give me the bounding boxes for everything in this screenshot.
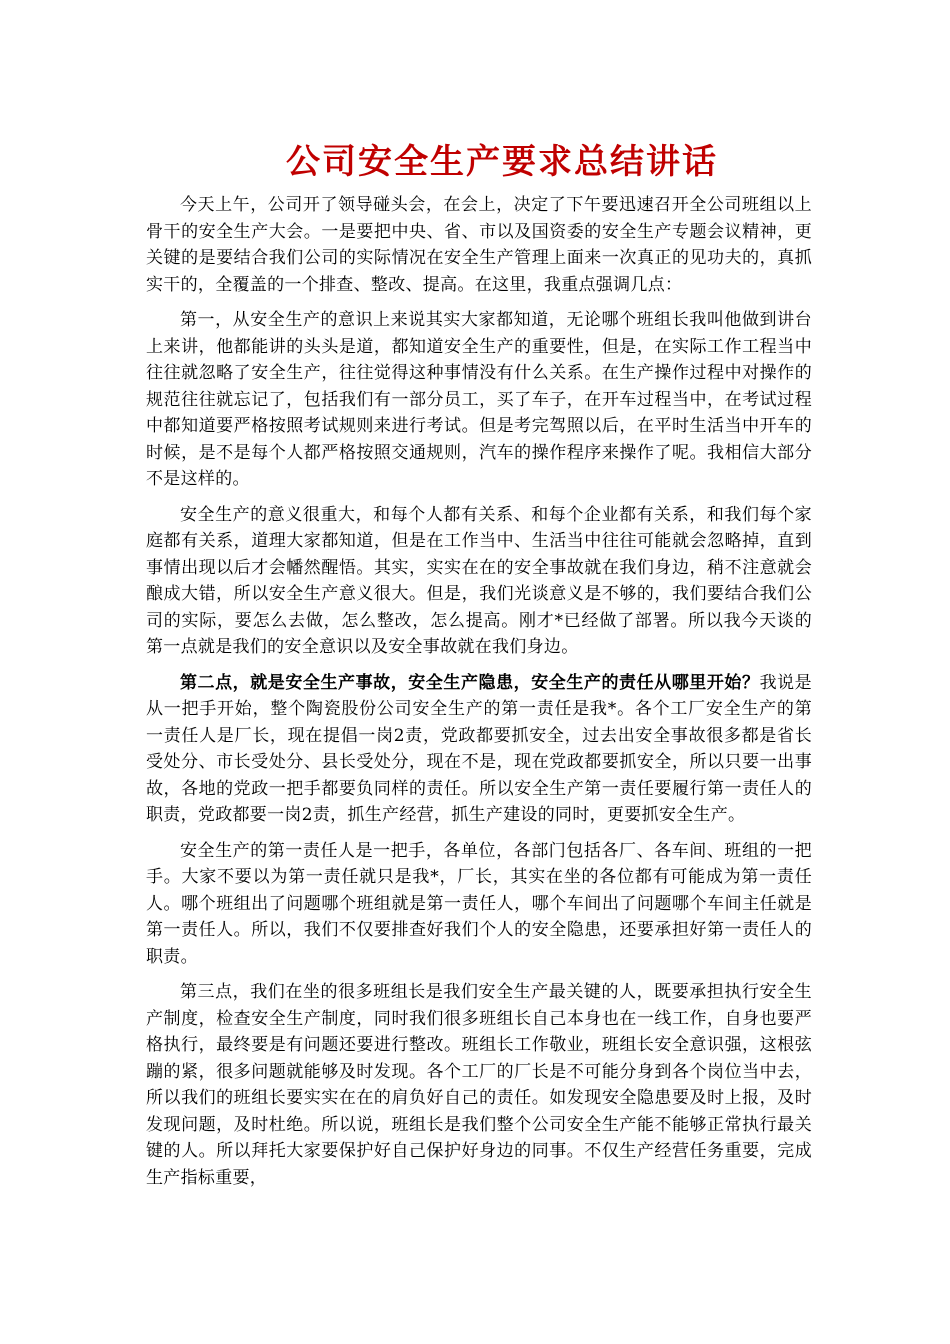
paragraph-bold-lead: 第二点，就是安全生产事故，安全生产隐患，安全生产的责任从哪里开始？ [180,672,760,693]
paragraph-significance [146,502,812,661]
paragraph-text: 我说是从一把手开始，整个陶瓷股份公司安全生产的第一责任是我*。各个工厂安全生产的第一责任人是厂长，现在提倡一岗2责，党政都要抓安全，过去出安全事故很多都是省长受处分、市长受处分、县长受处分，现在不是，现在党政都要抓安全，所以只要一出事故，各地的党政一把手都要负同样的责任。所以安全生产第一责任要履行第一责任人的职责，党政都要一岗2责，抓生产经营，抓生产建设的同时，更要抓安全生产。 [146,672,812,825]
paragraph-point-one [146,307,812,493]
document-page [146,128,812,1200]
paragraph-text: 今天上午，公司开了领导碰头会，在会上，决定了下午要迅速召开全公司班组以上骨干的安全生产大会。一是要把中央、省、市以及国资委的安全生产专题会议精神，更关键的是要结合我们公司的实际情况在安全生产管理上面来一次真正的见功夫的，真抓实干的，全覆盖的一个排查、整改、提高。在这里，我重点强调几点： [146,195,812,295]
paragraph-text: 安全生产的意义很重大，和每个人都有关系、和每个企业都有关系，和我们每个家庭都有关系，道理大家都知道，但是在工作当中、生活当中往往可能就会忽略掉，直到事情出现以后才会幡然醒悟。其实，实实在在的安全事故就在我们身边，稍不注意就会酿成大错，所以安全生产意义很大。但是，我们光谈意义是不够的，我们要结合我们公司的实际，要怎么去做，怎么整改，怎么提高。刚才*已经做了部署。所以我今天谈的第一点就是我们的安全意识以及安全事故就在我们身边。 [146,504,812,657]
paragraph-first-responsible [146,838,812,971]
paragraph-text: 第一，从安全生产的意识上来说其实大家都知道，无论哪个班组长我叫他做到讲台上来讲，他都能讲的头头是道，都知道安全生产的重要性，但是，在实际工作工程当中往往就忽略了安全生产，往往觉得这种事情没有什么关系。在生产操作过程中对操作的规范往往就忘记了，包括我们有一部分员工，买了车子，在开车过程当中，在考试过程中都知道要严格按照考试规则来进行考试。但是考完驾照以后，在平时生活当中开车的时候，是不是每个人都严格按照交通规则，汽车的操作程序来操作了呢。我相信大部分不是这样的。 [146,310,812,489]
paragraph-text: 第三点，我们在坐的很多班组长是我们安全生产最关键的人，既要承担执行安全生产制度，检查安全生产制度，同时我们很多班组长自己本身也在一线工作，自身也要严格执行，最终要是有问题还要进行整改。班组长工作敬业，班组长安全意识强，这根弦蹦的紧，很多问题就能够及时发现。各个工厂的厂长是不可能分身到各个岗位当中去，所以我们的班组长要实实在在的肩负好自己的责任。如发现安全隐患要及时上报，及时发现问题，及时杜绝。所以说，班组长是我们整个公司安全生产能不能够正常执行最关键的人。所以拜托大家要保护好自己保护好身边的同事。不仅生产经营任务重要，完成生产指标重要， [146,982,812,1188]
paragraph-text: 安全生产的第一责任人是一把手，各单位，各部门包括各厂、各车间、班组的一把手。大家不要以为第一责任就只是我*，厂长，其实在坐的各位都有可能成为第一责任人。哪个班组出了问题哪个班组就是第一责任人，哪个车间出了问题哪个车间主任就是第一责任人。所以，我们不仅要排查好我们个人的安全隐患，还要承担好第一责任人的职责。 [146,840,812,967]
paragraph-intro [146,192,812,298]
paragraph-point-three [146,979,812,1191]
paragraph-point-two [146,670,812,829]
document-title: 公司安全生产要求总结讲话 [286,142,718,182]
